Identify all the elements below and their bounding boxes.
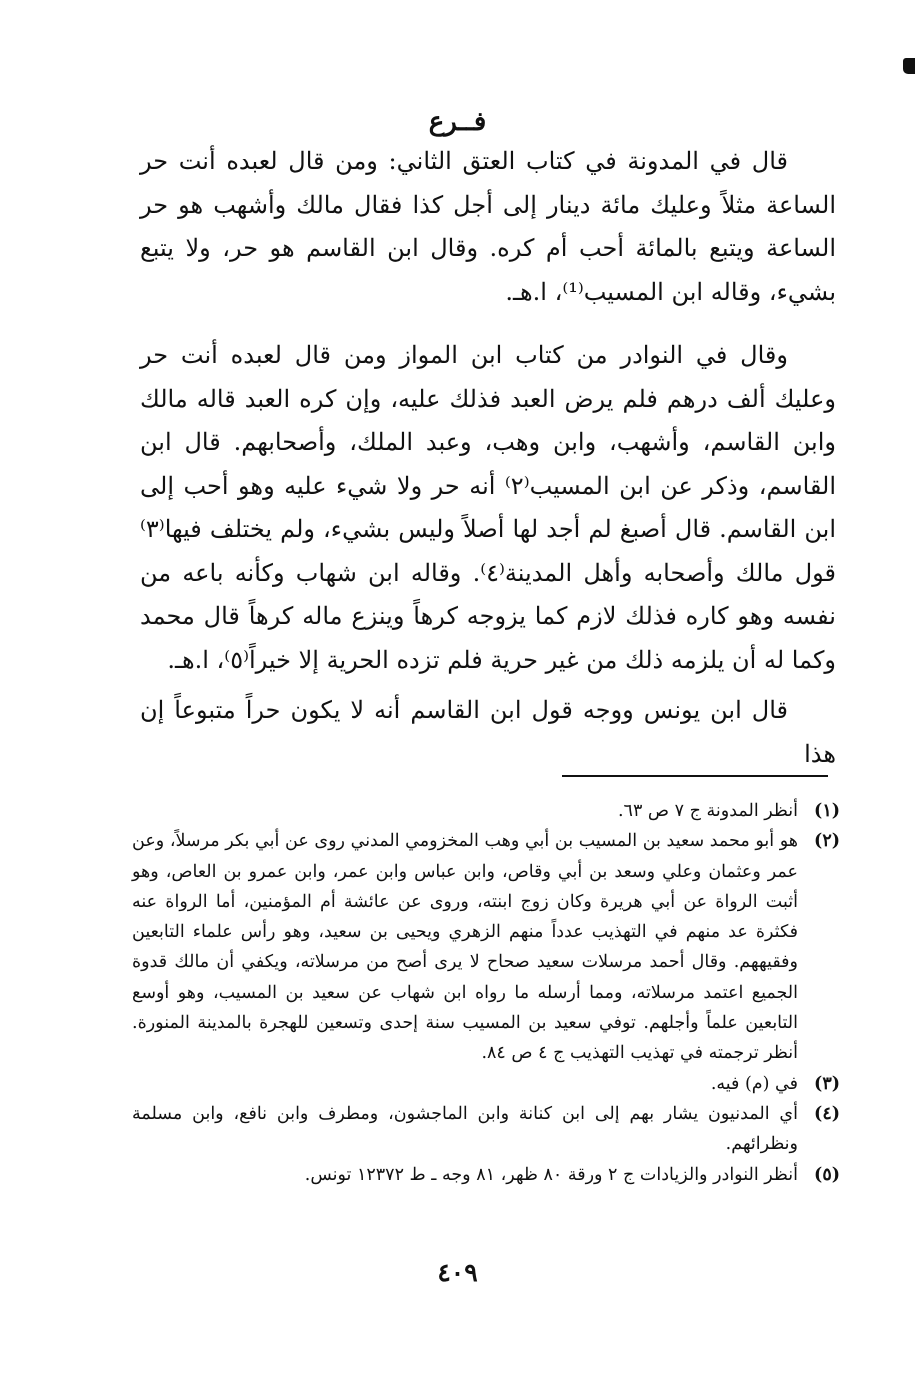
paragraph-1: قال في المدونة في كتاب العتق الثاني: ومن قال لعبده أنت حر الساعة مثلاً وعليك مائة دينار إلى أجل كذا فقال مالك وأشهب هو حر الساعة ويتبع بالمائة أحب أم كره. وقال ابن القاسم هو حر، ولا يتبع بشيء، وقاله ابن المسيب⁽¹⁾، ا.هـ.	[140, 147, 836, 306]
paragraph-3: قال ابن يونس ووجه قول ابن القاسم أنه لا يكون حراً متبوعاً إن هذا	[140, 696, 836, 768]
footnote-divider	[562, 775, 828, 777]
footnote-4	[132, 1099, 840, 1160]
footnote-1	[132, 796, 840, 826]
footnote-text: في (م) فيه.	[710, 1073, 798, 1094]
footnotes	[132, 796, 840, 1190]
page-number: ٤٠٩	[437, 1258, 478, 1287]
footnote-number: (٤)	[814, 1103, 840, 1124]
section-heading: فــرع	[428, 107, 487, 137]
footnote-text: أنظر النوادر والزيادات ج ٢ ورقة ٨٠ ظهر، ٨١ وجه ـ ط ١٢٣٧٢ تونس.	[304, 1164, 798, 1185]
footnote-number: (١)	[814, 801, 840, 821]
footnote-text: هو أبو محمد سعيد بن المسيب بن أبي وهب المخزومي المدني روى عن أبي بكر مرسلاً، وعن عمر وعثمان وعلي وسعد بن أبي وقاص، وابن عباس وابن عمر، وابن عمرو بن العاص، وهو أثبت الرواة عن أبي هريرة وكان زوج ابنته، وروى عن عائشة أم المؤمنين، أما الرواة عنه فكثرة عد منهم في التهذيب عدداً منهم الزهري ويحيى بن سعيد، وهو رأس علماء التابعين وفقيههم. وقال أحمد مرسلات سعيد صحاح لا يرى أصح من مرسلاته، ويكفي أن مالك قدوة الجميع اعتمد مرسلاته، ومما أرسله ما رواه ابن شهاب عن سعيد بن المسيب، وهو أوسع التابعين علماً وأجلهم. توفي سعيد بن المسيب سنة إحدى وتسعين للهجرة بالمدينة المنورة. أنظر ترجمته في تهذيب التهذيب ج ٤ ص ٨٤.	[132, 831, 798, 1064]
footnote-text: أي المدنيون يشار بهم إلى ابن كنانة وابن الماجشون، ومطرف وابن نافع، وابن مسلمة ونظرائهم.	[132, 1103, 798, 1155]
footnote-5	[132, 1160, 840, 1190]
footnote-2	[132, 826, 840, 1068]
footnote-number: (٣)	[814, 1073, 840, 1094]
paragraph-2: وقال في النوادر من كتاب ابن المواز ومن قال لعبده أنت حر وعليك ألف درهم فلم يرض العبد فذلك عليه، وإن كره العبد قاله مالك وابن القاسم، وأشهب، وابن وهب، وعبد الملك، وأصحابهم. قال ابن القاسم، وذكر عن ابن المسيب⁽٢⁾ أنه حر ولا شيء عليه وهو أحب إلى ابن القاسم. قال أصبغ لم أجد لها أصلاً وليس بشيء، ولم يختلف فيها⁽٣⁾ قول مالك وأصحابه وأهل المدينة⁽٤⁾. وقاله ابن شهاب وكأنه باعه من نفسه وهو كاره فذلك لازم كما يزوجه كرهاً وينزع ماله كرهاً قال محمد وكما له أن يلزمه ذلك من غير حرية فلم تزده الحرية إلا خيراً⁽٥⁾، ا.هـ.	[140, 341, 836, 674]
footnote-number: (٢)	[814, 831, 840, 852]
footnote-3	[132, 1069, 840, 1099]
scan-corner-mark	[903, 58, 915, 74]
footnote-text: أنظر المدونة ج ٧ ص ٦٣.	[617, 801, 798, 821]
footnote-number: (٥)	[814, 1164, 840, 1185]
